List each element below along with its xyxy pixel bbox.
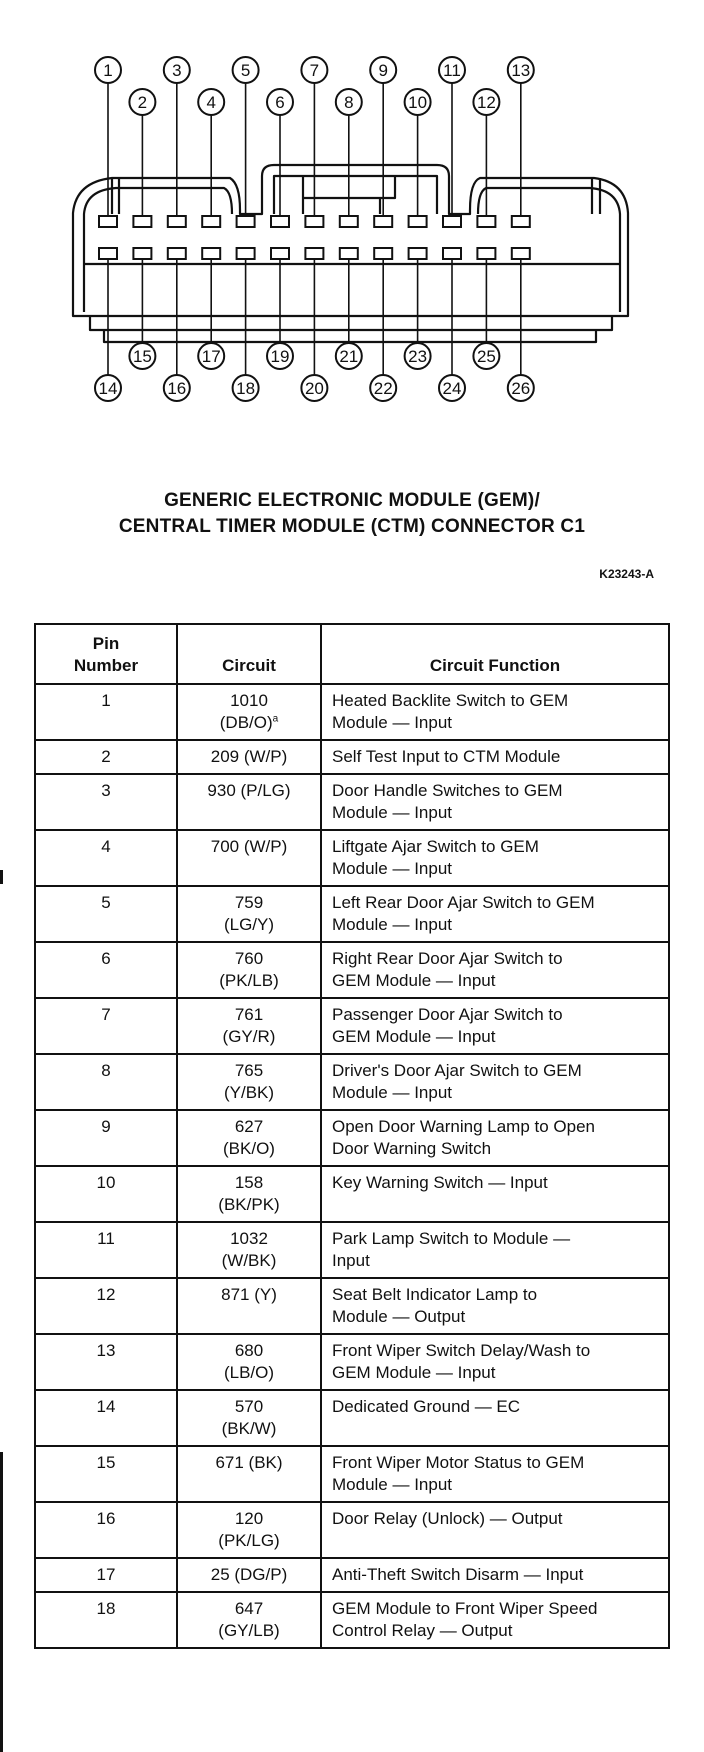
connector-latch — [274, 176, 437, 214]
circuit-function-cell — [321, 1222, 669, 1278]
pin-number-cell: 6 — [35, 942, 177, 998]
pin-callout-label: 12 — [476, 93, 496, 112]
pin-number-cell: 9 — [35, 1110, 177, 1166]
circuit-text-value: 760 — [234, 949, 264, 968]
circuit-text-value: 627 — [234, 1117, 264, 1136]
circuit-text-value: 871 (Y) — [221, 1285, 277, 1304]
pin-cavity-bottom — [133, 248, 151, 259]
function-text: Self Test Input to CTM Module — [332, 747, 561, 766]
circuit-cell — [177, 942, 321, 998]
pin-callout-label: 22 — [373, 379, 393, 398]
pin-cavity-bottom — [99, 248, 117, 259]
pin-callout-label: 18 — [236, 379, 256, 398]
pin-callout-bottom — [95, 375, 121, 401]
circuit-text-value: (DB/O) — [219, 713, 273, 732]
pin-number-cell: 10 — [35, 1166, 177, 1222]
pin-number-cell: 1 — [35, 684, 177, 740]
function-text: Key Warning Switch — Input — [332, 1173, 548, 1192]
pin-number-cell: 8 — [35, 1054, 177, 1110]
pin-number-cell: 18 — [35, 1592, 177, 1648]
circuit-text-value: 25 (DG/P) — [210, 1565, 288, 1584]
circuit-text-value: 647 — [234, 1599, 264, 1618]
pin-callout-label: 6 — [275, 93, 285, 112]
circuit-cell — [177, 886, 321, 942]
circuit-cell — [177, 1334, 321, 1390]
table-row — [35, 684, 669, 740]
circuit-text — [184, 1508, 314, 1530]
circuit-text — [184, 970, 314, 992]
circuit-text — [184, 690, 314, 712]
pin-callout-label: 25 — [476, 347, 496, 366]
pin-number-cell: 15 — [35, 1446, 177, 1502]
pin-number-cell: 4 — [35, 830, 177, 886]
circuit-cell — [177, 774, 321, 830]
scan-edge-mark — [0, 870, 3, 884]
circuit-function-cell — [321, 1390, 669, 1446]
circuit-text — [184, 1026, 314, 1048]
circuit-text — [184, 1194, 314, 1216]
pin-cavity-top — [305, 216, 323, 227]
circuit-text-value: (BK/W) — [221, 1419, 277, 1438]
circuit-text-value: (GY/R) — [222, 1027, 276, 1046]
circuit-text — [184, 1060, 314, 1082]
circuit-text-value: 700 (W/P) — [210, 837, 288, 856]
circuit-cell — [177, 830, 321, 886]
function-text: Control Relay — Output — [332, 1621, 513, 1640]
pin-callout-bottom — [198, 343, 224, 369]
function-text: GEM Module — Input — [332, 971, 496, 990]
pin-callout-label: 17 — [201, 347, 221, 366]
pin-callout-top — [198, 89, 224, 115]
pin-callout-label: 16 — [167, 379, 187, 398]
pin-callout-label: 21 — [339, 347, 359, 366]
pin-cavity-bottom — [202, 248, 220, 259]
footnote-marker: a — [272, 713, 279, 725]
table-header-row — [35, 624, 669, 684]
circuit-text — [184, 914, 314, 936]
circuit-function-cell — [321, 1278, 669, 1334]
function-text: Liftgate Ajar Switch to GEM — [332, 837, 539, 856]
circuit-function-cell — [321, 1334, 669, 1390]
pin-cavity-top — [340, 216, 358, 227]
circuit-text — [184, 1452, 314, 1474]
pin-callout-label: 5 — [240, 61, 251, 80]
pin-cavity-top — [99, 216, 117, 227]
header-circuit-function: Circuit Function — [321, 624, 669, 684]
pin-callout-bottom — [267, 343, 293, 369]
pin-callout-bottom — [301, 375, 327, 401]
function-text: Dedicated Ground — EC — [332, 1397, 521, 1416]
pin-callout-top — [508, 57, 534, 83]
pin-number-cell: 2 — [35, 740, 177, 774]
circuit-text-value: (LB/O) — [223, 1363, 275, 1382]
circuit-text — [184, 712, 314, 734]
table-row — [35, 1592, 669, 1648]
pin-callout-label: 11 — [443, 61, 461, 80]
header-pin-number — [35, 624, 177, 684]
pin-cavity-top — [133, 216, 151, 227]
circuit-text — [184, 1284, 314, 1306]
function-text: Input — [332, 1251, 370, 1270]
function-text: Open Door Warning Lamp to Open — [332, 1117, 596, 1136]
function-text: Door Warning Switch — [332, 1139, 492, 1158]
circuit-function-cell — [321, 830, 669, 886]
circuit-cell — [177, 740, 321, 774]
circuit-text — [184, 780, 314, 802]
pin-callout-bottom — [370, 375, 396, 401]
function-text: GEM Module to Front Wiper Speed — [332, 1599, 598, 1618]
caption-title-line2: CENTRAL TIMER MODULE (CTM) CONNECTOR C1 — [118, 516, 586, 537]
circuit-function-cell — [321, 1110, 669, 1166]
pin-callout-top — [336, 89, 362, 115]
connector-base-step — [90, 316, 612, 342]
circuit-text — [184, 1418, 314, 1440]
circuit-text — [184, 1138, 314, 1160]
circuit-text-value: (LG/Y) — [223, 915, 275, 934]
circuit-text — [184, 1396, 314, 1418]
table-row — [35, 1222, 669, 1278]
pin-number-cell: 13 — [35, 1334, 177, 1390]
table-row — [35, 942, 669, 998]
table-row — [35, 1390, 669, 1446]
header-pin-line1: Pin — [92, 634, 120, 653]
figure-id: K23243-A — [599, 567, 654, 581]
circuit-text-value: (PK/LB) — [219, 971, 279, 990]
header-pin-line2: Number — [73, 656, 139, 675]
function-text: Module — Input — [332, 713, 453, 732]
function-text: Front Wiper Switch Delay/Wash to — [332, 1341, 591, 1360]
table-row — [35, 1278, 669, 1334]
circuit-text — [184, 1362, 314, 1384]
pin-callout-label: 7 — [309, 61, 320, 80]
function-text: Left Rear Door Ajar Switch to GEM — [332, 893, 595, 912]
circuit-text — [184, 1250, 314, 1272]
pin-callout-top — [439, 57, 465, 83]
pin-cavity-top — [168, 216, 186, 227]
pin-number-cell: 7 — [35, 998, 177, 1054]
pin-callout-bottom — [164, 375, 190, 401]
table-row — [35, 886, 669, 942]
circuit-cell — [177, 1502, 321, 1558]
circuit-text-value: 765 — [234, 1061, 264, 1080]
table-row — [35, 740, 669, 774]
pin-cavity-bottom — [305, 248, 323, 259]
pin-callout-label: 23 — [408, 347, 428, 366]
function-text: Passenger Door Ajar Switch to — [332, 1005, 563, 1024]
pin-callout-label: 26 — [511, 379, 531, 398]
function-text: Driver's Door Ajar Switch to GEM — [332, 1061, 582, 1080]
function-text: GEM Module — Input — [332, 1027, 496, 1046]
circuit-cell — [177, 1390, 321, 1446]
function-text: Module — Input — [332, 915, 453, 934]
pin-cavity-bottom — [168, 248, 186, 259]
circuit-text-value: (BK/O) — [223, 1139, 275, 1158]
circuit-cell — [177, 1278, 321, 1334]
circuit-text — [184, 1172, 314, 1194]
pin-callout-label: 24 — [442, 379, 462, 398]
pin-cavity-bottom — [409, 248, 427, 259]
function-text: Module — Input — [332, 1083, 453, 1102]
circuit-text-value: 1032 — [230, 1229, 268, 1248]
circuit-function-cell — [321, 740, 669, 774]
pin-callout-top — [267, 89, 293, 115]
circuit-text-value: 671 (BK) — [215, 1453, 283, 1472]
pin-cavity-top — [237, 216, 255, 227]
function-text: Door Relay (Unlock) — Output — [332, 1509, 563, 1528]
table-row — [35, 998, 669, 1054]
pin-cavity-bottom — [443, 248, 461, 259]
pin-cavity-top — [271, 216, 289, 227]
table-row — [35, 1054, 669, 1110]
pin-callout-label: 4 — [206, 93, 216, 112]
circuit-function-cell — [321, 684, 669, 740]
pin-callout-label: 20 — [304, 379, 324, 398]
connector-key-ridge — [112, 178, 600, 214]
circuit-text-value: (PK/LG) — [218, 1531, 280, 1550]
pin-callout-bottom — [473, 343, 499, 369]
scan-edge-mark — [0, 1452, 3, 1752]
pin-callout-label: 10 — [408, 93, 428, 112]
pin-callout-label: 1 — [103, 61, 113, 80]
circuit-function-cell — [321, 1446, 669, 1502]
circuit-text-value: 930 (P/LG) — [207, 781, 291, 800]
function-text: Module — Input — [332, 859, 453, 878]
circuit-text-value: 759 — [234, 893, 264, 912]
table-row — [35, 1558, 669, 1592]
function-text: GEM Module — Input — [332, 1363, 496, 1382]
circuit-function-cell — [321, 774, 669, 830]
pin-callout-label: 19 — [270, 347, 290, 366]
circuit-text-value: (GY/LB) — [218, 1621, 280, 1640]
circuit-text-value: 1010 — [230, 691, 268, 710]
circuit-function-cell — [321, 1558, 669, 1592]
function-text: Door Handle Switches to GEM — [332, 781, 563, 800]
table-row — [35, 1110, 669, 1166]
function-text: Module — Input — [332, 1475, 453, 1494]
function-text: Right Rear Door Ajar Switch to — [332, 949, 563, 968]
pin-number-cell: 5 — [35, 886, 177, 942]
pin-cavity-bottom — [271, 248, 289, 259]
circuit-text-value: 158 — [234, 1173, 264, 1192]
circuit-function-cell — [321, 1592, 669, 1648]
function-text: Park Lamp Switch to Module — — [332, 1229, 571, 1248]
circuit-function-cell — [321, 1054, 669, 1110]
circuit-text — [184, 1564, 314, 1586]
pin-number-cell: 17 — [35, 1558, 177, 1592]
pin-cavity-top — [374, 216, 392, 227]
pin-callout-top — [473, 89, 499, 115]
pin-cavity-top — [477, 216, 495, 227]
pin-cavity-top — [409, 216, 427, 227]
pin-callout-label: 15 — [132, 347, 152, 366]
pin-callout-bottom — [233, 375, 259, 401]
circuit-cell — [177, 1054, 321, 1110]
function-text: Module — Input — [332, 803, 453, 822]
pin-callout-top — [164, 57, 190, 83]
pinout-table — [34, 623, 670, 1649]
circuit-text — [184, 836, 314, 858]
circuit-text — [184, 1082, 314, 1104]
caption-title-line1: GENERIC ELECTRONIC MODULE (GEM)/ — [164, 490, 540, 511]
pin-number-cell: 16 — [35, 1502, 177, 1558]
circuit-text-value: 761 — [234, 1005, 264, 1024]
pin-cavity-bottom — [340, 248, 358, 259]
pin-callout-top — [129, 89, 155, 115]
pin-cavity-bottom — [374, 248, 392, 259]
table-row — [35, 830, 669, 886]
circuit-text — [184, 1228, 314, 1250]
header-circuit: Circuit — [177, 624, 321, 684]
table-row — [35, 1334, 669, 1390]
pin-callout-bottom — [508, 375, 534, 401]
pin-cavity-top — [202, 216, 220, 227]
circuit-text-value: 570 — [234, 1397, 264, 1416]
pin-number-cell: 3 — [35, 774, 177, 830]
pin-callout-label: 3 — [172, 61, 182, 80]
circuit-text-value: (W/BK) — [221, 1251, 277, 1270]
circuit-function-cell — [321, 1166, 669, 1222]
pin-callout-top — [405, 89, 431, 115]
circuit-cell — [177, 1592, 321, 1648]
pin-callout-top — [233, 57, 259, 83]
pin-callout-label: 13 — [511, 61, 531, 80]
circuit-cell — [177, 1166, 321, 1222]
pin-number-cell: 11 — [35, 1222, 177, 1278]
function-text: Front Wiper Motor Status to GEM — [332, 1453, 585, 1472]
pin-callout-label: 9 — [378, 61, 388, 80]
pin-cavity-bottom — [477, 248, 495, 259]
circuit-text — [184, 1116, 314, 1138]
pin-cavity-top — [443, 216, 461, 227]
circuit-text — [184, 948, 314, 970]
function-text: Seat Belt Indicator Lamp to — [332, 1285, 538, 1304]
pin-callout-label: 14 — [98, 379, 118, 398]
circuit-function-cell — [321, 886, 669, 942]
circuit-text — [184, 892, 314, 914]
circuit-cell — [177, 1558, 321, 1592]
function-text: Anti-Theft Switch Disarm — Input — [332, 1565, 584, 1584]
pin-callout-top — [301, 57, 327, 83]
function-text: Module — Output — [332, 1307, 466, 1326]
circuit-text-value: 120 — [234, 1509, 264, 1528]
pin-cavity-bottom — [237, 248, 255, 259]
pin-number-cell: 14 — [35, 1390, 177, 1446]
circuit-text — [184, 1530, 314, 1552]
pin-callout-bottom — [405, 343, 431, 369]
pin-callout-label: 2 — [137, 93, 148, 112]
circuit-text-value: (BK/PK) — [218, 1195, 280, 1214]
pin-cavity-top — [512, 216, 530, 227]
pin-callout-bottom — [129, 343, 155, 369]
table-row — [35, 1502, 669, 1558]
function-text: Heated Backlite Switch to GEM — [332, 691, 569, 710]
circuit-text — [184, 1620, 314, 1642]
circuit-text — [184, 1004, 314, 1026]
table-row — [35, 1166, 669, 1222]
circuit-cell — [177, 684, 321, 740]
circuit-text — [184, 1340, 314, 1362]
circuit-function-cell — [321, 1502, 669, 1558]
circuit-cell — [177, 1222, 321, 1278]
circuit-text-value: 209 (W/P) — [210, 747, 288, 766]
circuit-text-value: 680 — [234, 1341, 264, 1360]
circuit-cell — [177, 998, 321, 1054]
pin-callout-label: 8 — [344, 93, 354, 112]
pin-callout-top — [370, 57, 396, 83]
pin-cavity-bottom — [512, 248, 530, 259]
table-row — [35, 1446, 669, 1502]
pin-number-cell: 12 — [35, 1278, 177, 1334]
circuit-cell — [177, 1446, 321, 1502]
circuit-function-cell — [321, 942, 669, 998]
circuit-text — [184, 746, 314, 768]
circuit-function-cell — [321, 998, 669, 1054]
pin-callout-bottom — [336, 343, 362, 369]
pin-callout-top — [95, 57, 121, 83]
pin-callout-bottom — [439, 375, 465, 401]
table-row — [35, 774, 669, 830]
circuit-cell — [177, 1110, 321, 1166]
circuit-text — [184, 1598, 314, 1620]
connector-diagram — [0, 0, 704, 470]
circuit-text-value: (Y/BK) — [223, 1083, 275, 1102]
